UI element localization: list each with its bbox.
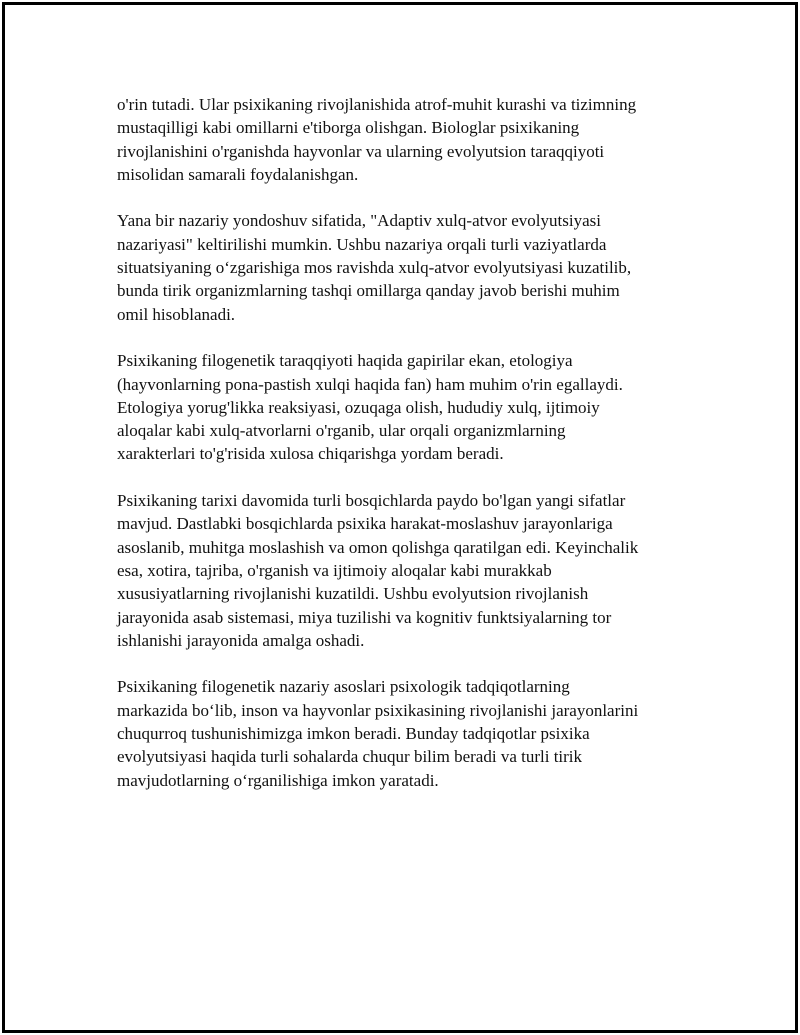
text-line: Etologiya yorug'likka reaksiyasi, ozuqaga olish, hududiy xulq, ijtimoiy <box>117 397 600 417</box>
text-line: esa, xotira, tajriba, o'rganish va ijtimoiy aloqalar kabi murakkab <box>117 560 552 580</box>
text-line: mavjud. Dastlabki bosqichlarda psixika harakat-moslashuv jarayonlariga <box>117 514 613 534</box>
text-line: o'rin tutadi. Ular psixikaning rivojlanishida atrof-muhit kurashi va tizimning <box>117 95 637 114</box>
text-line: evolyutsiyasi haqida turli sohalarda chuqur bilim beradi va turli tirik <box>117 747 583 767</box>
text-line: xususiyatlarning rivojlanishi kuzatildi. Ushbu evolyutsion rivojlanish <box>117 584 589 604</box>
text-line: mavjudotlarning o‘rganilishiga imkon yaratadi. <box>117 770 439 790</box>
text-line: Yana bir nazariy yondoshuv sifatida, "Adaptiv xulq-atvor evolyutsiyasi <box>117 211 601 231</box>
text-line: xarakterlari to'g'risida xulosa chiqarishga yordam beradi. <box>117 444 504 464</box>
text-line: ishlanishi jarayonida amalga oshadi. <box>117 630 365 650</box>
document-body <box>117 93 692 815</box>
text-line: rivojlanishini o'rganishda hayvonlar va ularning evolyutsion taraqqiyoti <box>117 141 605 161</box>
text-line: markazida bo‘lib, inson va hayvonlar psixikasining rivojlanishi jarayonlarini <box>117 700 639 720</box>
paragraph-3 <box>117 349 692 465</box>
text-line: Psixikaning filogenetik taraqqiyoti haqida gapirilar ekan, etologiya <box>117 351 573 371</box>
paragraph-5 <box>117 675 692 791</box>
text-line: asoslanib, muhitga moslashish va omon qolishga qaratilgan edi. Keyinchalik <box>117 537 639 557</box>
text-line: mustaqilligi kabi omillarni e'tiborga olishgan. Biologlar psixikaning <box>117 118 580 138</box>
text-line: Psixikaning filogenetik nazariy asoslari psixologik tadqiqotlarning <box>117 677 570 697</box>
paragraph-4 <box>117 489 692 652</box>
text-line: misolidan samarali foydalanishgan. <box>117 164 359 184</box>
text-line: nazariyasi" keltirilishi mumkin. Ushbu nazariya orqali turli vaziyatlarda <box>117 234 607 254</box>
text-line: bunda tirik organizmlarning tashqi omillarga qanday javob berishi muhim <box>117 281 620 301</box>
text-line: jarayonida asab sistemasi, miya tuzilishi va kognitiv funktsiyalarning tor <box>117 607 612 627</box>
text-line: omil hisoblanadi. <box>117 304 236 324</box>
text-line: chuqurroq tushunishimizga imkon beradi. Bunday tadqiqotlar psixika <box>117 724 590 744</box>
text-line: Psixikaning tarixi davomida turli bosqichlarda paydo bo'lgan yangi sifatlar <box>117 491 626 511</box>
text-line: situatsiyaning o‘zgarishiga mos ravishda xulq-atvor evolyutsiyasi kuzatilib, <box>117 258 632 278</box>
text-line: (hayvonlarning pona-pastish xulqi haqida fan) ham muhim o'rin egallaydi. <box>117 374 623 394</box>
paragraph-1 <box>117 93 692 186</box>
paragraph-2 <box>117 209 692 325</box>
text-line: aloqalar kabi xulq-atvorlarni o'rganib, ular orqali organizmlarning <box>117 421 566 441</box>
